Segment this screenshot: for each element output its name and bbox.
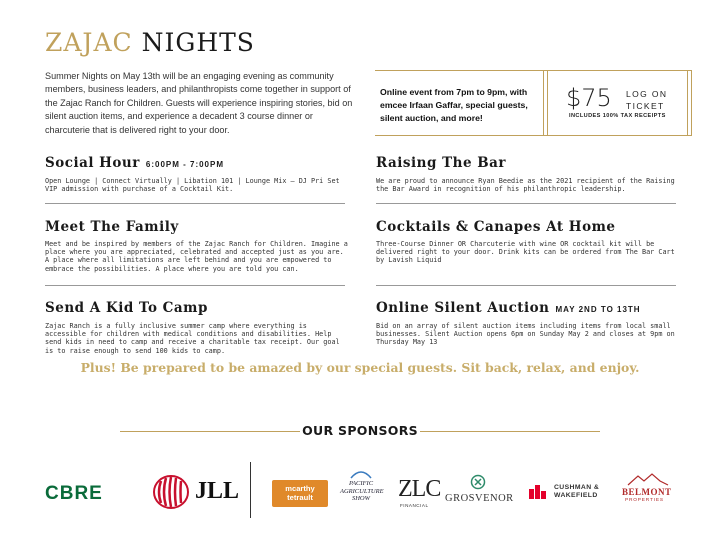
belmont-logo: BELMONT: [622, 487, 672, 497]
divider: [45, 203, 345, 204]
cushman-wakefield-icon: [528, 483, 552, 499]
title-dark: NIGHTS: [141, 28, 255, 57]
social-hour-time: 6:00PM - 7:00PM: [145, 160, 225, 169]
meet-family-heading: Meet The Family: [45, 219, 179, 235]
raising-bar-body: We are proud to announce Ryan Beedie as the 2021 recipient of the Raising the Bar Award in recognition of his philanthropic leadership.: [376, 177, 675, 194]
social-hour-body: Open Lounge | Connect Virtually | Libation 101 | Lounge Mix – DJ Pri Set VIP admission with purchase of a Cocktail Kit.: [45, 177, 340, 194]
raising-bar-heading: Raising The Bar: [376, 155, 507, 171]
divider: [45, 285, 345, 286]
auction-title: Online Silent Auction: [376, 300, 550, 316]
mccarthy-line1: mcarthy: [285, 484, 315, 493]
auction-body: Bid on an array of silent auction items including items from local small businesses. Silent Auction opens 6pm on Sunday May 2 and closes at 9pm on Thursday May 13: [376, 322, 675, 347]
cocktails-body: Three-Course Dinner OR Charcuterie with wine OR cocktail kit will be delivered right to your door. Drink kits can be ordered from The Bar Cart by Lavish Liquid: [376, 240, 675, 265]
intro-paragraph: Summer Nights on May 13th will be an engaging evening as community members, business leaders, and philanthropists come together in support of the Zajac Ranch for Children. Guests will experience inspiring stories, bid on silent auction items, and experience a decadent 3 course dinner or charcuterie that is delivered right to your door.: [45, 71, 353, 135]
zlc-sub: FINANCIAL: [400, 503, 429, 508]
logon-line1: LOG ON: [626, 89, 668, 99]
social-hour-heading: [45, 155, 224, 171]
auction-heading: [376, 300, 641, 316]
page-title: [45, 28, 255, 57]
sponsors-heading-text: OUR SPONSORS: [302, 423, 418, 438]
pacific-agriculture-icon: [350, 468, 372, 480]
cocktails-heading: Cocktails & Canapes At Home: [376, 219, 616, 235]
cbre-logo: CBRE: [45, 483, 103, 504]
pacific-agriculture-logo: PACIFIC AGRICULTURE SHOW: [340, 480, 384, 502]
ticket-price: $75: [566, 84, 612, 112]
divider: [376, 285, 676, 286]
online-event-text: Online event from 7pm to 9pm, with emcee Irfaan Gaffar, special guests, silent auction, and more!: [380, 87, 528, 123]
grosvenor-icon: [470, 474, 486, 490]
cushman-line1: CUSHMAN &: [554, 484, 600, 491]
logon-line2: TICKET: [626, 101, 665, 111]
jll-logo-icon: [152, 474, 190, 510]
camp-heading: Send A Kid To Camp: [45, 300, 208, 316]
cushman-wakefield-logo: [554, 484, 599, 500]
log-on-ticket[interactable]: [626, 88, 667, 112]
belmont-sub: PROPERTIES: [625, 498, 664, 503]
camp-body: Zajac Ranch is a fully inclusive summer camp where everything is accessible for children with medical conditions and disabilities. Help send kids in need to camp and receive a charitable tax receipt. Our goal is to raise enough to send 100 kids to camp.: [45, 322, 340, 355]
meet-family-body: Meet and be inspired by members of the Zajac Ranch for Children. Imagine a place where you are appreciated, celebrated and accepted just as you are. A place where all limitations are left behind and you are empowered to embrace the possibilities. A place where you are told you can.: [45, 240, 348, 273]
grosvenor-logo: GROSVENOR: [445, 493, 514, 504]
title-gold: ZAJAC: [45, 28, 133, 57]
divider: [376, 203, 676, 204]
social-hour-title: Social Hour: [45, 155, 140, 171]
plus-tagline: Plus! Be prepared to be amazed by our special guests. Sit back, relax, and enjoy.: [80, 360, 640, 375]
zlc-logo: ZLC: [398, 476, 441, 502]
mccarthy-line2: tetrault: [287, 492, 313, 502]
jll-logo: JLL: [195, 478, 240, 504]
sponsors-heading: [0, 422, 720, 440]
belmont-roof-icon: [626, 472, 670, 486]
sponsor-separator: [250, 462, 251, 518]
mccarthy-logo: [272, 480, 328, 507]
cushman-line2: WAKEFIELD: [554, 492, 598, 499]
auction-dates: MAY 2ND TO 13TH: [555, 305, 641, 314]
tax-note: INCLUDES 100% TAX RECEIPTS: [569, 113, 666, 119]
